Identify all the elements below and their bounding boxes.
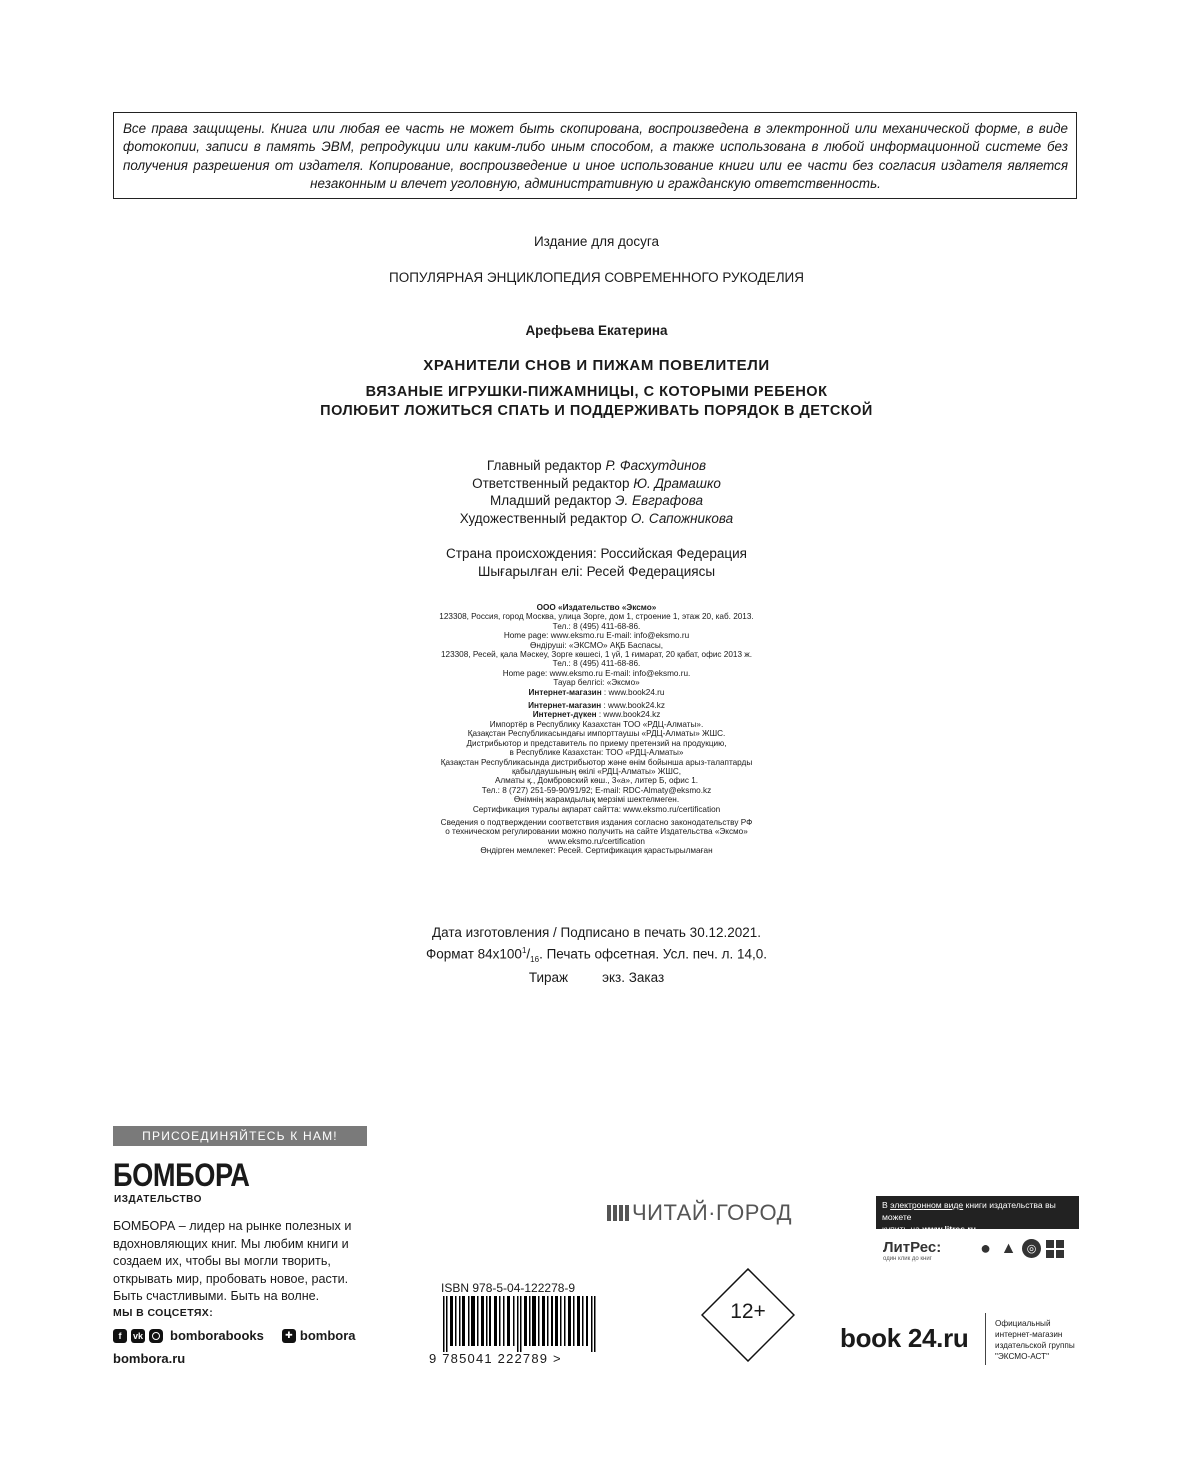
subtitle-line-1: ВЯЗАНЫЕ ИГРУШКИ-ПИЖАМНИЦЫ, С КОТОРЫМИ РЕБЕНОК: [365, 384, 828, 400]
author-name: Арефьева Екатерина: [525, 323, 668, 338]
imprint-line: Тел.: 8 (727) 251-59-90/91/92; E-mail: RDC-Almaty@eksmo.kz: [481, 785, 712, 795]
barcode-number: 9 785041 222789 >: [429, 1351, 562, 1366]
bombora-logo: БОМБОРА: [113, 1157, 250, 1193]
book24-logo: book 24.ru: [840, 1323, 969, 1353]
publisher-name: ООО «Издательство «Эксмо»: [536, 603, 657, 612]
litres-banner-line-1: [882, 1199, 1073, 1223]
imprint-line: в Республике Казахстан: ТОО «РДЦ-Алматы»: [509, 748, 684, 758]
imprint-line: Сертификация туралы ақпарат сайтта: www.eksmo.ru/certification: [472, 804, 721, 814]
litres-banner-line-2: [882, 1223, 1073, 1235]
origin-info: [0, 545, 1193, 580]
litres-text: купить на: [882, 1224, 923, 1234]
origin-ru: Страна происхождения: Российская Федерация: [446, 546, 747, 561]
imprint-line: Home page: www.eksmo.ru E-mail: info@eksmo.ru.: [502, 668, 691, 678]
chitai-gorod-logo: [607, 1200, 792, 1226]
platform-icons: [976, 1239, 1064, 1258]
origin-kz: Шығарылған елі: Ресей Федерациясы: [477, 563, 716, 579]
bombora-description: БОМБОРА – лидер на рынке полезных и вдохновляющих книг. Мы любим книги и создаем их, чтобы вы могли творить, открывать мир, пробовать новое, расти. Быть счастливыми. Быть на волне.: [113, 1219, 352, 1303]
editor-role: Художественный редактор: [459, 510, 628, 526]
facebook-icon[interactable]: f: [113, 1329, 127, 1343]
join-us-banner: ПРИСОЕДИНЯЙТЕСЬ К НАМ!: [113, 1126, 367, 1146]
litres-site: www.litres.ru: [922, 1224, 976, 1234]
isbn: ISBN 978-5-04-122278-9: [441, 1281, 576, 1295]
format-sub: 16: [530, 955, 540, 965]
book24-description: [995, 1318, 1075, 1362]
age-rating: 12+: [730, 1300, 766, 1323]
editor-name: Р. Фасхутдинов: [605, 458, 707, 473]
shop-url: : www.book24.kz: [596, 710, 661, 720]
litres-text: книги издательства вы можете: [882, 1200, 1056, 1222]
imprint-shop-kz: [0, 701, 1193, 710]
editor-role: Младший редактор: [490, 493, 612, 508]
imprint-line: о техническом регулировании можно получить на сайте Издательства «Эксмо»: [445, 827, 748, 837]
book24-desc-line: Официальный: [995, 1319, 1051, 1328]
imprint-shop-kz2: [0, 710, 1193, 719]
imprint-line: www.eksmo.ru/certification: [548, 836, 645, 846]
editor-row: [0, 492, 1193, 510]
book-subtitle: [0, 383, 1193, 421]
copyright-notice: [113, 112, 1077, 199]
order-label: экз. Заказ: [602, 970, 665, 986]
bombora-logo-subtitle: ИЗДАТЕЛЬСТВО: [114, 1194, 202, 1205]
imprint-line: Тауар белгісі: «Эксмо»: [553, 678, 640, 688]
print-format: Формат $84x100^1/_{16}$. Печать офсетная. Усл. печ. л. 14,0.: [425, 946, 768, 965]
bombora-site[interactable]: bombora.ru: [113, 1351, 186, 1366]
editors-list: [0, 457, 1193, 527]
social-handle[interactable]: bombora: [299, 1328, 356, 1343]
book24-divider: [985, 1313, 986, 1365]
imprint-line: Тел.: 8 (495) 411-68-86.: [552, 659, 641, 669]
chrome-icon[interactable]: ◎: [1022, 1239, 1041, 1258]
print-info: [0, 924, 1193, 987]
imprint-shop-ru: [0, 688, 1193, 697]
editor-row: [0, 457, 1193, 475]
book24-desc-line: издательской группы: [995, 1341, 1075, 1350]
apple-icon[interactable]: ●: [980, 1238, 991, 1258]
imprint-line: Импортёр в Республику Казахстан ТОО «РДЦ-Алматы».: [489, 719, 704, 729]
imprint-line: Дистрибьютор и представитель по приему претензий на продукцию,: [466, 738, 727, 748]
instagram-icon[interactable]: [149, 1329, 163, 1343]
book-title: ХРАНИТЕЛИ СНОВ И ПИЖАМ ПОВЕЛИТЕЛИ: [423, 357, 770, 374]
windows-glyph: [1046, 1240, 1064, 1258]
imprint-block: [0, 603, 1193, 856]
imprint-line: Қазақстан Республикасындағы импорттаушы «РДЦ-Алматы» ЖШС.: [467, 729, 726, 739]
social-handle[interactable]: bomborabooks: [170, 1328, 264, 1343]
barcode: [441, 1296, 601, 1352]
editor-role: Главный редактор: [486, 458, 602, 473]
series-name: ПОПУЛЯРНАЯ ЭНЦИКЛОПЕДИЯ СОВРЕМЕННОГО РУКОДЕЛИЯ: [389, 270, 804, 285]
format-rest: . Печать офсетная. Усл. печ. л. 14,0.: [539, 946, 768, 962]
litres-banner[interactable]: [876, 1196, 1079, 1234]
editor-role: Ответственный редактор: [472, 475, 630, 491]
edition-type: Издание для досуга: [533, 234, 660, 249]
imprint-line: Home page: www.eksmo.ru E-mail: info@eksmo.ru: [503, 631, 690, 641]
imprint-line: Өндіруші: «ЭКСМО» АҚБ Баспасы,: [529, 640, 664, 650]
chitai-gorod-text: ЧИТАЙ·ГОРОД: [632, 1200, 793, 1225]
litres-logo: ЛитРес:: [883, 1239, 942, 1256]
print-run: [0, 969, 1193, 987]
telegram-icon[interactable]: ✚: [282, 1329, 296, 1343]
imprint-line: Өнімнің жарамдылық мерзімі шектелмеген.: [513, 795, 680, 805]
social-heading: МЫ В СОЦСЕТЯХ:: [113, 1307, 214, 1319]
imprint-line: Өндірген мемлекет: Ресей. Сертификация қарастырылмаған: [480, 846, 713, 856]
shop-url: : www.book24.ru: [601, 687, 665, 697]
shop-label: Интернет-дүкен: [532, 710, 597, 720]
imprint-line: Тел.: 8 (495) 411-68-86.: [552, 621, 641, 631]
litres-text: В: [882, 1200, 891, 1210]
imprint-line: Сведения о подтверждении соответствия издания согласно законодательству РФ: [440, 817, 753, 827]
shop-label: Интернет-магазин: [528, 701, 602, 711]
social-links: [113, 1328, 356, 1343]
imprint-line: қабылдаушының өкілі «РДЦ-Алматы» ЖШС,: [511, 766, 682, 776]
imprint-line: Қазақстан Республикасында дистрибьютор және өнім бойынша арыз-талаптарды: [440, 757, 753, 767]
print-date: Дата изготовления / Подписано в печать 30.12.2021.: [432, 925, 761, 940]
imprint-line: 123308, Россия, город Москва, улица Зорге, дом 1, строение 1, этаж 20, каб. 2013.: [439, 612, 754, 622]
run-label: Тираж: [528, 970, 569, 986]
litres-link: электронном виде: [890, 1200, 964, 1210]
shop-url: : www.book24.kz: [601, 701, 665, 711]
copyright-text: Все права защищены. Книга или любая ее часть не может быть скопирована, воспроизведена в электронной или механической форме, в виде фотокопии, записи в память ЭВМ, репродукции или каким-либо иным способом, а также использована в любой информационной системе без получения разрешения от издателя. Копирование, воспроизведение и иное использование книги или ее части без согласия издателя является незаконным и влечет уголовную, административную и гражданскую ответственность.: [123, 121, 1068, 192]
imprint-line: Алматы қ., Домбровский көш., 3«а», литер Б, офис 1.: [494, 776, 699, 786]
vk-icon[interactable]: vk: [132, 1330, 143, 1341]
windows-icon[interactable]: [1045, 1239, 1064, 1258]
litres-tagline: один клик до книг: [883, 1256, 932, 1262]
shop-label: Интернет-магазин: [528, 687, 602, 697]
book24-desc-line: "ЭКСМО-АСТ": [995, 1352, 1050, 1361]
book24-desc-line: интернет-магазин: [995, 1330, 1063, 1339]
imprint-line: 123308, Ресей, қала Мәскеу, Зорге көшесі, 1 үй, 1 ғимарат, 20 қабат, офис 2013 ж.: [440, 650, 753, 660]
editor-name: Ю. Драмашко: [633, 475, 721, 491]
editor-row: [0, 475, 1193, 493]
editor-name: Э. Евграфова: [615, 493, 703, 508]
subtitle-line-2: ПОЛЮБИТ ЛОЖИТЬСЯ СПАТЬ И ПОДДЕРЖИВАТЬ ПОРЯДОК В ДЕТСКОЙ: [320, 403, 873, 419]
android-icon[interactable]: ▲: [1000, 1239, 1017, 1257]
editor-name: О. Сапожникова: [630, 510, 734, 526]
chitai-gorod-mark-icon: [607, 1205, 629, 1221]
format-sup: 1: [521, 946, 527, 955]
format-label: Формат 84x100: [425, 946, 522, 962]
editor-row: [0, 510, 1193, 528]
